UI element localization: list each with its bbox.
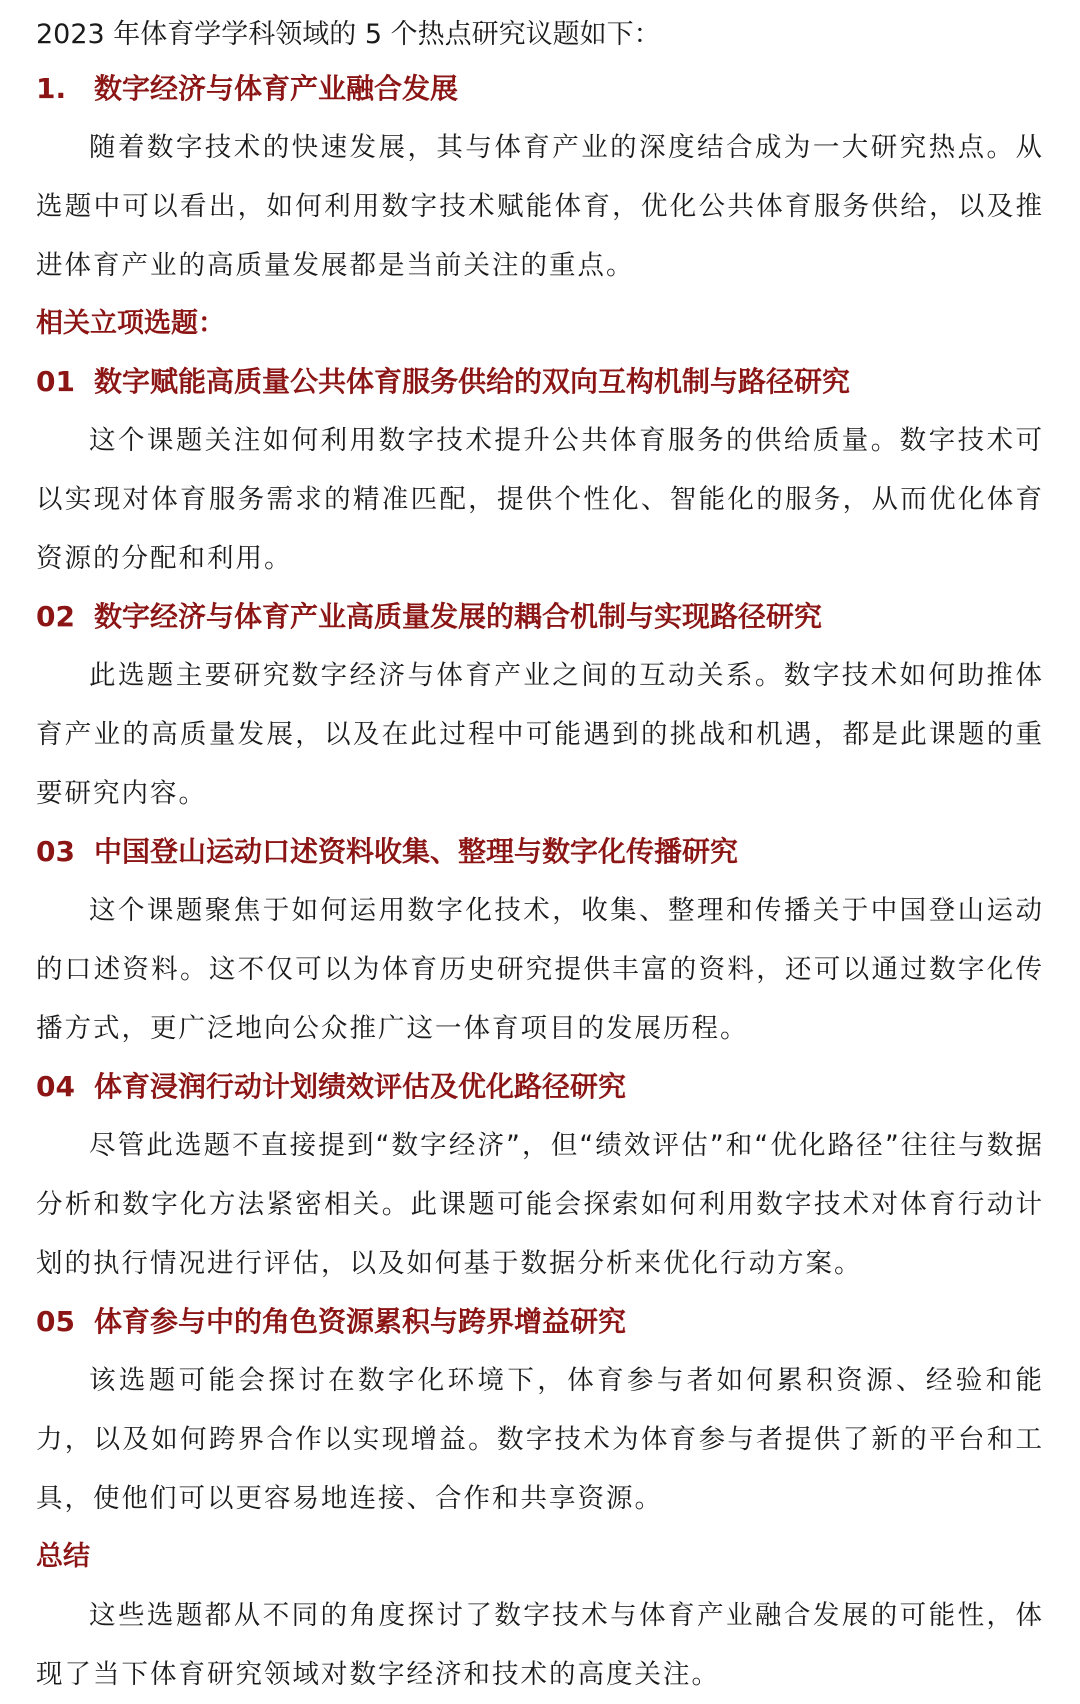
topic-title: 中国登山运动口述资料收集、整理与数字化传播研究 [94,835,739,868]
topic-number: 03 [36,835,75,868]
topic-number: 01 [36,365,75,398]
topic-title: 体育参与中的角色资源累积与跨界增益研究 [94,1305,627,1338]
related-topics-label: 相关立项选题： [36,308,225,339]
summary-label: 总结 [36,1541,90,1572]
section-1-body: 随着数字技术的快速发展，其与体育产业的深度结合成为一大研究热点。从选题中可以看出，如何利用数字技术赋能体育，优化公共体育服务供给，以及推进体育产业的高质量发展都是当前关注的重点。 [36,132,1044,281]
topic-04-heading [36,1058,1044,1116]
topic-01-heading [36,353,1044,411]
topic-number: 05 [36,1305,75,1338]
topic-01-body: 这个课题关注如何利用数字技术提升公共体育服务的供给质量。数字技术可以实现对体育服务需求的精准匹配，提供个性化、智能化的服务，从而优化体育资源的分配和利用。 [36,425,1044,574]
section-1-heading [36,60,1044,118]
topic-04-body: 尽管此选题不直接提到“数字经济”，但“绩效评估”和“优化路径”往往与数据分析和数字化方法紧密相关。此课题可能会探索如何利用数字技术对体育行动计划的执行情况进行评估，以及如何基于数据分析来优化行动方案。 [36,1130,1044,1279]
topic-title: 数字赋能高质量公共体育服务供给的双向互构机制与路径研究 [94,365,851,398]
topic-02-heading [36,588,1044,646]
topic-03-heading [36,823,1044,881]
topic-title: 体育浸润行动计划绩效评估及优化路径研究 [94,1070,627,1103]
topic-title: 数字经济与体育产业高质量发展的耦合机制与实现路径研究 [94,600,823,633]
topic-number: 02 [36,600,75,633]
topic-03-body: 这个课题聚焦于如何运用数字化技术，收集、整理和传播关于中国登山运动的口述资料。这不仅可以为体育历史研究提供丰富的资料，还可以通过数字化传播方式，更广泛地向公众推广这一体育项目的发展历程。 [36,895,1044,1044]
topic-05-body: 该选题可能会探讨在数字化环境下，体育参与者如何累积资源、经验和能力，以及如何跨界合作以实现增益。数字技术为体育参与者提供了新的平台和工具，使他们可以更容易地连接、合作和共享资源。 [36,1365,1044,1514]
topic-02-body: 此选题主要研究数字经济与体育产业之间的互动关系。数字技术如何助推体育产业的高质量发展，以及在此过程中可能遇到的挑战和机遇，都是此课题的重要研究内容。 [36,660,1044,809]
intro-line: 2023 年体育学学科领域的 5 个热点研究议题如下： [36,19,661,50]
summary-body: 这些选题都从不同的角度探讨了数字技术与体育产业融合发展的可能性，体现了当下体育研究领域对数字经济和技术的高度关注。 [36,1600,1044,1690]
section-1-title: 数字经济与体育产业融合发展 [94,72,459,105]
topic-number: 04 [36,1070,75,1103]
topic-05-heading [36,1293,1044,1351]
section-1-number: 1. [36,72,67,105]
